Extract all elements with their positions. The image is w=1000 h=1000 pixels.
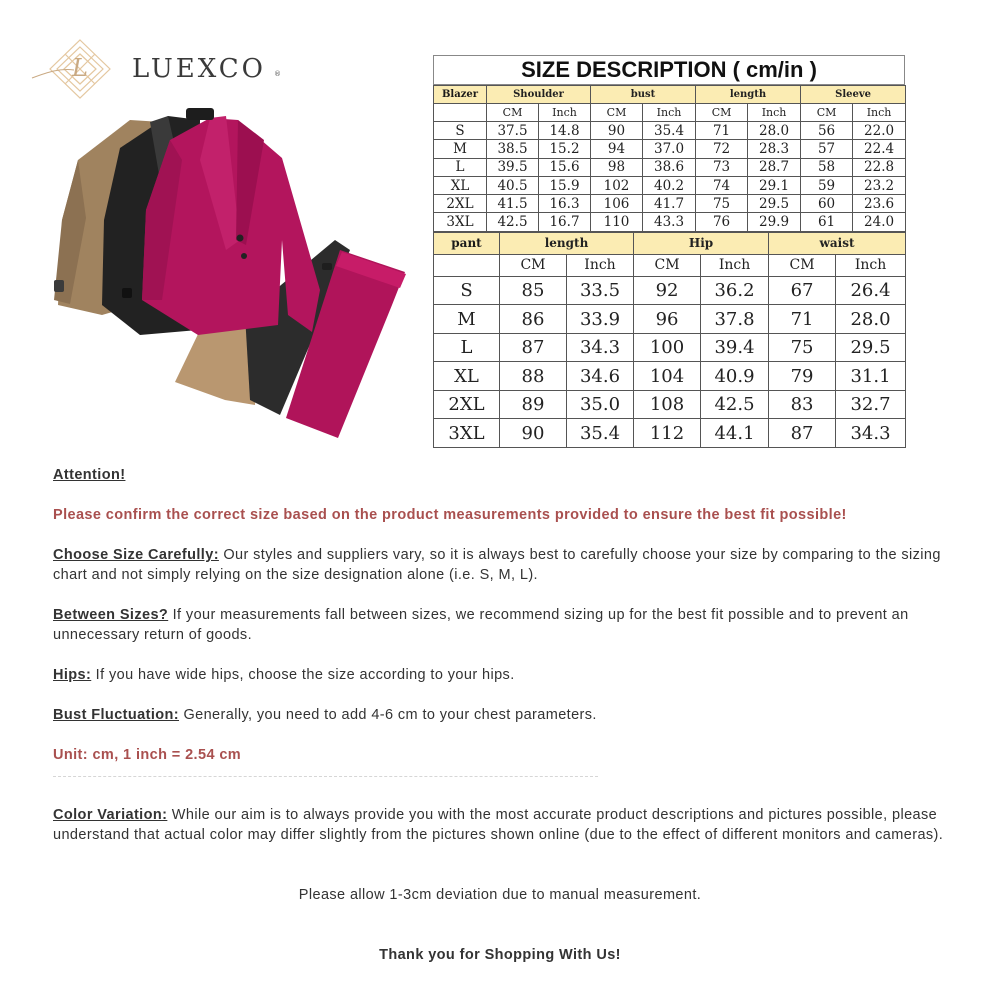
size-label-cell: 3XL	[434, 419, 500, 448]
unit-header: CM	[487, 104, 539, 122]
color-variation-note	[53, 805, 953, 845]
unit-header: Inch	[836, 254, 906, 276]
measurement-cell: 37.0	[643, 140, 696, 158]
brand-name: LUEXCO	[132, 54, 266, 84]
measurement-cell: 67	[769, 276, 836, 305]
measurement-cell: 39.5	[487, 158, 539, 176]
svg-text:L: L	[72, 54, 88, 82]
measurement-cell: 85	[500, 276, 567, 305]
measurement-cell: 87	[500, 333, 567, 362]
measurement-cell: 38.6	[643, 158, 696, 176]
hips-text: If you have wide hips, choose the size according to your hips.	[91, 667, 515, 683]
measurement-cell: 37.5	[487, 122, 539, 140]
measurement-cell: 72	[696, 140, 748, 158]
product-photo-blazer-pants	[50, 100, 410, 445]
unit-header: CM	[634, 254, 701, 276]
measurement-cell: 35.4	[643, 122, 696, 140]
measurement-cell: 39.4	[701, 333, 769, 362]
measurement-cell: 33.5	[567, 276, 634, 305]
unit-header: CM	[696, 104, 748, 122]
size-chart	[433, 55, 905, 448]
between-sizes-text: If your measurements fall between sizes, we recommend sizing up for the best fit possible and to prevent an unnecessary return of goods.	[53, 607, 909, 643]
measurement-cell: 29.9	[748, 213, 801, 231]
measurement-cell: 28.0	[836, 305, 906, 334]
measurement-cell: 89	[500, 390, 567, 419]
luexco-monogram-icon	[30, 38, 130, 100]
pant-size-row	[434, 333, 906, 362]
measurement-cell: 108	[634, 390, 701, 419]
choose-size-text: Our styles and suppliers vary, so it is always best to carefully choose your size by comparing to the sizing chart and not simply relying on the size designation alone (i.e. S, M, L).	[53, 547, 941, 583]
registered-mark: ®	[274, 70, 281, 78]
column-group-header: waist	[769, 232, 906, 254]
unit-header: Inch	[539, 104, 591, 122]
measurement-cell: 14.8	[539, 122, 591, 140]
measurement-cell: 110	[591, 213, 643, 231]
measurement-cell: 29.1	[748, 176, 801, 194]
pant-header-row	[434, 232, 906, 254]
unit-header: Inch	[567, 254, 634, 276]
bust-text: Generally, you need to add 4-6 cm to your chest parameters.	[179, 707, 597, 723]
section-divider	[53, 776, 598, 777]
measurement-cell: 57	[801, 140, 853, 158]
measurement-cell: 90	[500, 419, 567, 448]
size-label-cell: L	[434, 333, 500, 362]
measurement-cell: 44.1	[701, 419, 769, 448]
measurement-cell: 41.7	[643, 195, 696, 213]
measurement-cell: 31.1	[836, 362, 906, 391]
measurement-cell: 61	[801, 213, 853, 231]
column-group-header: Sleeve	[801, 86, 906, 104]
measurement-cell: 15.9	[539, 176, 591, 194]
size-label-cell: L	[434, 158, 487, 176]
measurement-cell: 41.5	[487, 195, 539, 213]
measurement-cell: 34.3	[836, 419, 906, 448]
confirm-note: Please confirm the correct size based on the product measurements provided to ensure the best fit possible!	[53, 507, 847, 523]
measurement-cell: 87	[769, 419, 836, 448]
measurement-cell: 56	[801, 122, 853, 140]
measurement-cell: 36.2	[701, 276, 769, 305]
measurement-cell: 92	[634, 276, 701, 305]
measurement-cell: 40.9	[701, 362, 769, 391]
measurement-cell: 24.0	[853, 213, 906, 231]
pant-size-row	[434, 305, 906, 334]
size-label-cell: S	[434, 122, 487, 140]
column-group-header: Shoulder	[487, 86, 591, 104]
measurement-cell: 71	[769, 305, 836, 334]
between-sizes-note	[53, 605, 953, 645]
measurement-cell: 60	[801, 195, 853, 213]
measurement-cell: 86	[500, 305, 567, 334]
measurement-cell: 32.7	[836, 390, 906, 419]
choose-size-label: Choose Size Carefully:	[53, 547, 219, 563]
size-label-cell: S	[434, 276, 500, 305]
choose-size-note	[53, 545, 953, 585]
unit-header: Inch	[748, 104, 801, 122]
measurement-cell: 28.0	[748, 122, 801, 140]
pant-size-row	[434, 276, 906, 305]
blank-cell	[434, 254, 500, 276]
measurement-cell: 29.5	[748, 195, 801, 213]
measurement-cell: 42.5	[487, 213, 539, 231]
measurement-cell: 33.9	[567, 305, 634, 334]
measurement-cell: 37.8	[701, 305, 769, 334]
pant-size-row	[434, 419, 906, 448]
blazer-size-row	[434, 158, 906, 176]
size-chart-title: SIZE DESCRIPTION ( cm/in )	[433, 55, 905, 85]
measurement-cell: 23.6	[853, 195, 906, 213]
pant-size-table	[433, 232, 906, 448]
blazer-size-row	[434, 195, 906, 213]
blazer-size-row	[434, 213, 906, 231]
unit-header: CM	[769, 254, 836, 276]
measurement-cell: 16.3	[539, 195, 591, 213]
measurement-cell: 35.0	[567, 390, 634, 419]
measurement-cell: 23.2	[853, 176, 906, 194]
hips-label: Hips:	[53, 667, 92, 683]
measurement-cell: 15.2	[539, 140, 591, 158]
measurement-cell: 96	[634, 305, 701, 334]
hips-note	[53, 665, 953, 685]
blazer-size-row	[434, 140, 906, 158]
bust-note	[53, 705, 953, 725]
column-group-header: length	[500, 232, 634, 254]
unit-header: CM	[591, 104, 643, 122]
measurement-cell: 75	[769, 333, 836, 362]
measurement-cell: 22.8	[853, 158, 906, 176]
measurement-cell: 94	[591, 140, 643, 158]
attention-heading: Attention!	[53, 467, 126, 483]
pant-label: pant	[434, 232, 500, 254]
color-variation-text: While our aim is to always provide you with the most accurate product descriptions and pictures possible, please understand that actual color may differ slightly from the pictures shown online (due to the effect of different monitors and cameras).	[53, 807, 944, 843]
size-label-cell: M	[434, 305, 500, 334]
measurement-cell: 34.3	[567, 333, 634, 362]
color-variation-label: Color Variation:	[53, 807, 168, 823]
between-sizes-label: Between Sizes?	[53, 607, 169, 623]
unit-note: Unit: cm, 1 inch = 2.54 cm	[53, 747, 242, 763]
measurement-cell: 40.5	[487, 176, 539, 194]
measurement-cell: 22.4	[853, 140, 906, 158]
measurement-cell: 29.5	[836, 333, 906, 362]
measurement-cell: 40.2	[643, 176, 696, 194]
pant-size-row	[434, 390, 906, 419]
size-label-cell: 2XL	[434, 390, 500, 419]
measurement-cell: 102	[591, 176, 643, 194]
measurement-cell: 90	[591, 122, 643, 140]
measurement-cell: 83	[769, 390, 836, 419]
pant-unit-row	[434, 254, 906, 276]
measurement-cell: 38.5	[487, 140, 539, 158]
unit-header: CM	[801, 104, 853, 122]
measurement-cell: 76	[696, 213, 748, 231]
measurement-cell: 35.4	[567, 419, 634, 448]
blank-cell	[434, 104, 487, 122]
blazer-size-row	[434, 122, 906, 140]
measurement-cell: 104	[634, 362, 701, 391]
measurement-cell: 28.3	[748, 140, 801, 158]
unit-header: Inch	[643, 104, 696, 122]
size-label-cell: 3XL	[434, 213, 487, 231]
measurement-cell: 26.4	[836, 276, 906, 305]
measurement-cell: 43.3	[643, 213, 696, 231]
measurement-cell: 58	[801, 158, 853, 176]
blazer-size-row	[434, 176, 906, 194]
measurement-cell: 88	[500, 362, 567, 391]
thank-you-message: Thank you for Shopping With Us!	[379, 947, 621, 963]
size-label-cell: XL	[434, 176, 487, 194]
size-label-cell: 2XL	[434, 195, 487, 213]
measurement-cell: 73	[696, 158, 748, 176]
measurement-cell: 22.0	[853, 122, 906, 140]
measurement-cell: 74	[696, 176, 748, 194]
blazer-header-row	[434, 86, 906, 104]
measurement-cell: 98	[591, 158, 643, 176]
blazer-size-table	[433, 85, 906, 232]
column-group-header: bust	[591, 86, 696, 104]
measurement-cell: 112	[634, 419, 701, 448]
measurement-cell: 16.7	[539, 213, 591, 231]
size-label-cell: XL	[434, 362, 500, 391]
measurement-cell: 75	[696, 195, 748, 213]
deviation-note: Please allow 1-3cm deviation due to manual measurement.	[298, 887, 702, 903]
blazer-label: Blazer	[434, 86, 487, 104]
measurement-cell: 79	[769, 362, 836, 391]
pant-size-row	[434, 362, 906, 391]
measurement-cell: 100	[634, 333, 701, 362]
unit-header: CM	[500, 254, 567, 276]
measurement-cell: 71	[696, 122, 748, 140]
measurement-cell: 42.5	[701, 390, 769, 419]
column-group-header: Hip	[634, 232, 769, 254]
measurement-cell: 106	[591, 195, 643, 213]
blazer-unit-row	[434, 104, 906, 122]
measurement-cell: 59	[801, 176, 853, 194]
measurement-cell: 34.6	[567, 362, 634, 391]
size-label-cell: M	[434, 140, 487, 158]
measurement-cell: 28.7	[748, 158, 801, 176]
column-group-header: length	[696, 86, 801, 104]
measurement-cell: 15.6	[539, 158, 591, 176]
unit-header: Inch	[853, 104, 906, 122]
unit-header: Inch	[701, 254, 769, 276]
bust-label: Bust Fluctuation:	[53, 707, 180, 723]
